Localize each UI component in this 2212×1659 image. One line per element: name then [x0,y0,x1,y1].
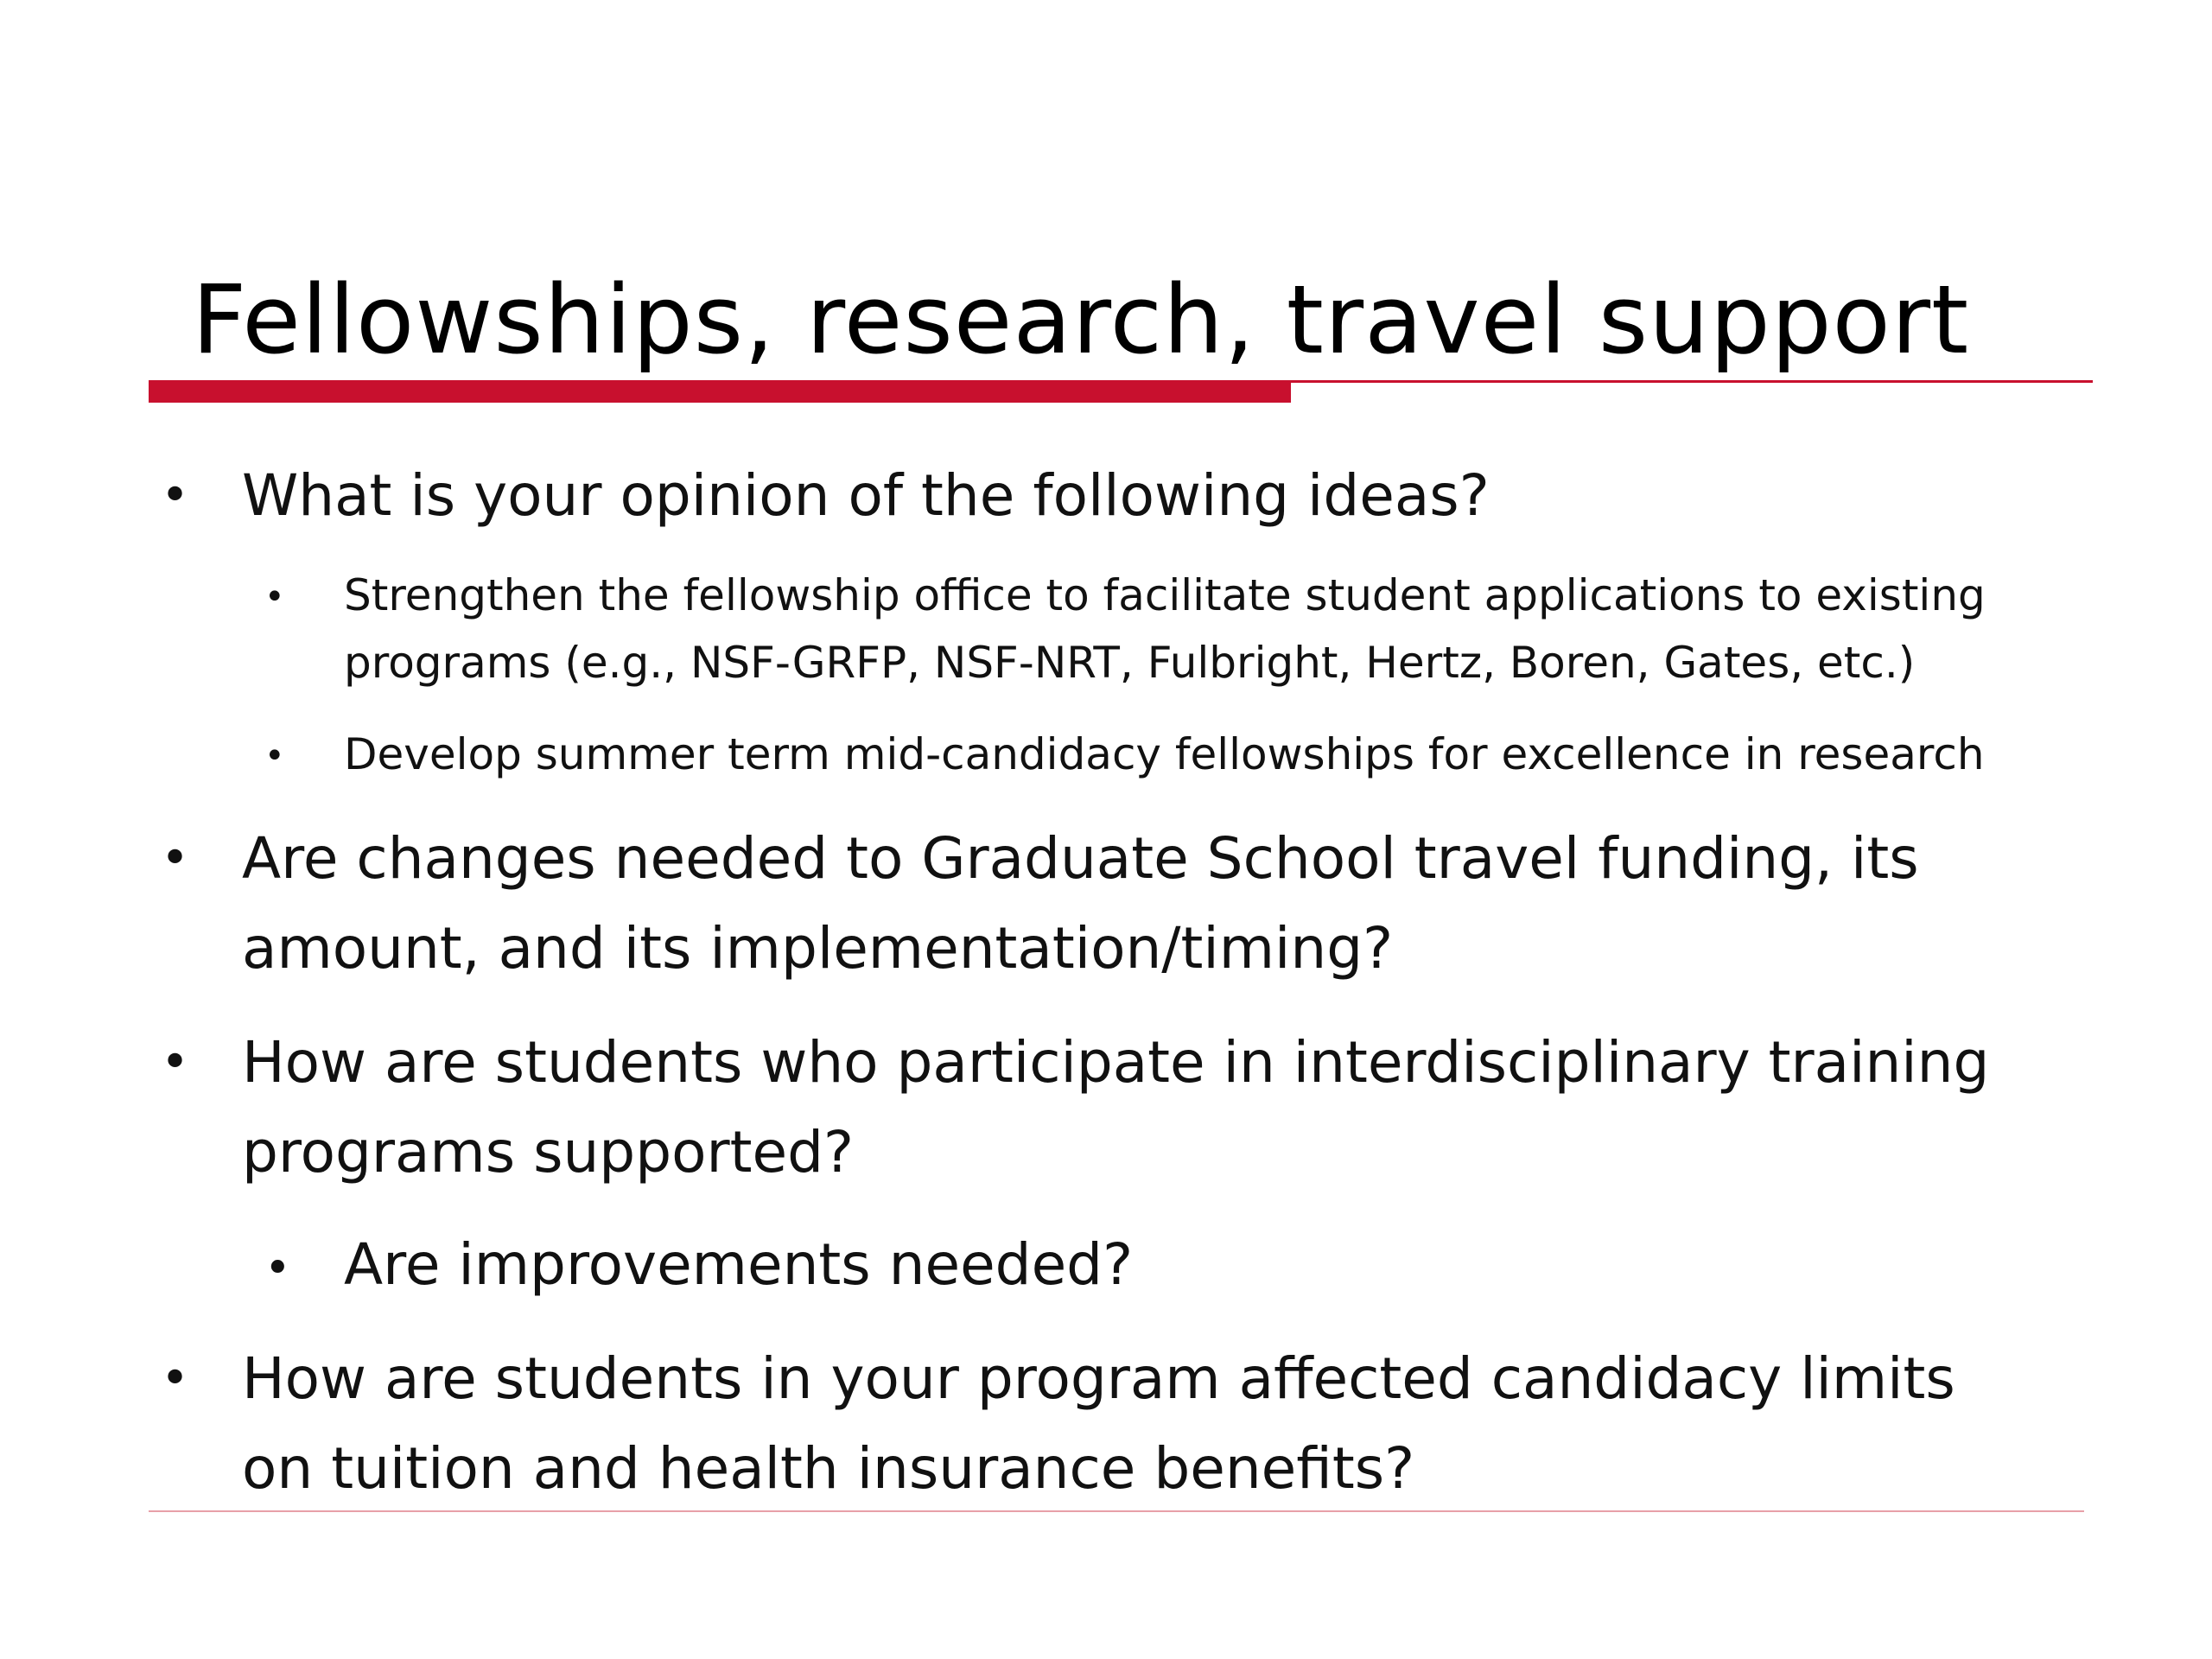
bullet-text: Strengthen the fellowship office to facilitate student applications to existing [344,570,1986,620]
title-underline-thin [1279,380,2093,383]
bullet-text: How are students who participate in interdisciplinary training [242,1029,1990,1096]
sub-bullet-item [264,1220,1993,1315]
bullet-text: Are changes needed to Graduate School travel funding, its [242,825,1919,892]
bullet-item [161,1334,2062,1516]
bottom-rule [149,1510,2084,1512]
bullet-item [161,451,2062,546]
bullet-marker: • [161,1351,190,1407]
bullet-marker: • [161,1034,190,1090]
bullet-text: Are improvements needed? [344,1231,1134,1298]
bullet-text-continued: programs (e.g., NSF-GRFP, NSF-NRT, Fulbright, Hertz, Boren, Gates, etc.) [344,638,1916,688]
bullet-marker: • [264,736,285,776]
bullet-marker: • [161,467,190,524]
bullet-text-continued: programs supported? [242,1119,855,1185]
bullet-marker: • [264,1243,291,1294]
bullet-text-continued: amount, and its implementation/timing? [242,915,1394,982]
bullet-marker: • [264,577,285,617]
bullet-text: How are students in your program affected candidacy limits [242,1345,1955,1412]
slide-title: Fellowships, research, travel support [192,264,1970,375]
sub-bullet-item [264,721,2079,790]
bullet-text-continued: on tuition and health insurance benefits? [242,1435,1415,1502]
bullet-item [161,814,2062,995]
bullet-text: Develop summer term mid-candidacy fellowships for excellence in research [344,729,1985,779]
sub-bullet-item [264,562,2079,700]
bullet-marker: • [161,830,190,887]
title-underline-thick [149,380,1291,403]
bullet-text: What is your opinion of the following ideas? [242,462,1490,529]
bullet-item [161,1018,2062,1199]
